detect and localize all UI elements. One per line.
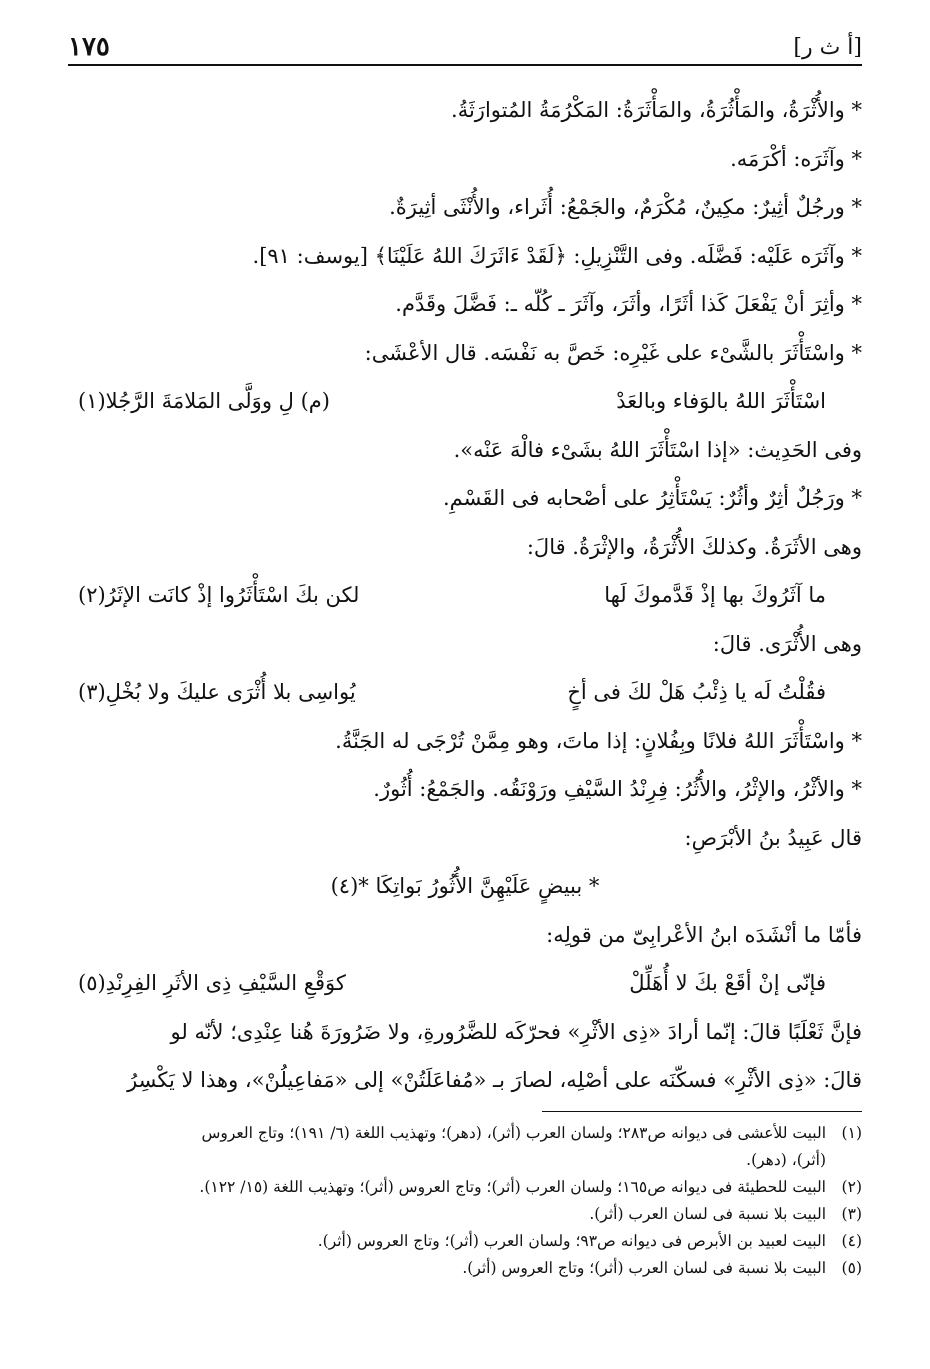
- verse-hemistich-first: فقُلْتُ لَه يا ذِئْبُ هَلْ لكَ فى أخٍ: [567, 680, 826, 704]
- footnote: [68, 1174, 862, 1201]
- verse-line: [68, 959, 862, 1008]
- verse-hemistich-first: ما آثَرُوكَ بها إذْ قَدَّموكَ لَها: [604, 583, 826, 607]
- verse-line: [68, 377, 862, 426]
- footnote-text: البيت بلا نسبة فى لسان العرب (أثر).: [589, 1205, 826, 1223]
- footnote-text: البيت لعبيد بن الأبرص فى ديوانه ص٩٣؛ ولسان العرب (أثر)؛ وتاج العروس (أثر).: [317, 1232, 826, 1250]
- footnote-text: البيت بلا نسبة فى لسان العرب (أثر)؛ وتاج العروس (أثر).: [462, 1259, 826, 1277]
- text-line: * وأثِرَ أنْ يَفْعَلَ كَذا أثَرًا، وأثَرَ، وآثَرَ ـ كُلّه ـ: فَضَّلَ وقَدَّم.: [395, 292, 862, 316]
- text-line: * ورجُلٌ أثِيرٌ: مكِينٌ، مُكْرَمٌ، والجَمْعُ: أُثَراء، والأُنْثَى أثِيرَةٌ.: [389, 195, 862, 219]
- text-line: * ورَجُلٌ أثِرٌ وأثُرٌ: يَسْتَأْثِرُ على أصْحابه فى القَسْمِ.: [442, 486, 862, 510]
- footnote: [68, 1120, 862, 1147]
- verse-hemistich-first: اسْتَأْثَرَ اللهُ بالوَفاء وبالعَدْ: [616, 389, 826, 413]
- text-line: فإنَّ ثَعْلَبًا قالَ: إنّما أرادَ «ذِى الأثْرِ» فحرّكَه للضَّرُورةِ، ولا ضَرُورَةَ هُنا عِنْدِى؛ لأنّه لو: [170, 1019, 862, 1044]
- text-line: * وآثَرَه: أكْرَمَه.: [730, 146, 862, 171]
- verse-hemistich-second: كوَقْعِ السَّيْفِ ذِى الأثَرِ الفِرِنْدِ(٥): [78, 971, 346, 995]
- text-line: وفى الحَدِيث: «إذا اسْتَأْثَرَ اللهُ بشَىْء فالْهَ عَنْه».: [453, 437, 862, 462]
- footnote-continuation: (أثر)، (دهر).: [746, 1151, 826, 1169]
- text-line: قالَ: «ذِى الأثْرِ» فسكّنَه على أصْلِه، لصارَ بـ «مُفاعَلَتُنْ» إلى «مَفاعِيلُنْ»، وهذا لا يَكْسِرُ: [127, 1068, 862, 1092]
- footnote-divider: [542, 1111, 862, 1112]
- verse-line-single: * ببيضٍ عَلَيْهِنَّ الأُثُورُ بَواتِكَا *(٤): [330, 874, 600, 898]
- verse-line: [68, 571, 862, 620]
- footnote-number: (٢): [841, 1178, 862, 1196]
- verse-hemistich-second: يُواسِى بلا أُثْرَى عليكَ ولا بُخْلِ(٣): [78, 680, 356, 704]
- text-line: * والأُثْرَةُ، والمَأْثُرَةُ، والمَأْثَرَةُ: المَكْرُمَةُ المُتوارَثَةُ.: [451, 98, 862, 122]
- text-line: وهى الأثَرَةُ. وكذلكَ الأُثْرَةُ، والإثْرَةُ. قالَ:: [526, 534, 862, 559]
- footnote-number: (٣): [841, 1205, 862, 1223]
- page-header: [68, 24, 862, 66]
- text-line: * واسْتَأْثَرَ اللهُ فلانًا وبِفُلانٍ: إذا ماتَ، وهو مِمَّنْ تُرْجَى له الجَنَّةُ.: [335, 728, 862, 753]
- verse-hemistich-first: فإنّى إنْ أقَعْ بكَ لا أُهَلِّلْ: [629, 971, 826, 995]
- footnote-text: البيت للأعشى فى ديوانه ص٢٨٣؛ ولسان العرب (أثر)، (دهر)؛ وتهذيب اللغة (٦/ ١٩١)؛ وتاج العروس: [201, 1124, 826, 1142]
- footnote: [68, 1201, 862, 1228]
- running-head: [أ ث ر]: [793, 35, 862, 60]
- text-line: وهى الأُثْرَى. قالَ:: [712, 631, 862, 656]
- footnote-number: (٤): [841, 1232, 862, 1250]
- footnote: [68, 1255, 862, 1282]
- footnotes: [68, 1120, 862, 1282]
- text-line: * وآثَرَه عَلَيْه: فَضَّلَه. وفى التَّنْزِيلِ: ﴿لَقَدْ ءَاثَرَكَ اللهُ عَلَيْنَا﴾ [يوسف: ٩١].: [252, 243, 862, 268]
- page-number: ١٧٥: [68, 32, 110, 62]
- text-line: قال عَبِيدُ بنُ الأبْرَصِ:: [684, 825, 862, 850]
- footnote-text: البيت للحطيئة فى ديوانه ص١٦٥؛ ولسان العرب (أثر)؛ وتاج العروس (أثر)؛ وتهذيب اللغة (١٥/ ١٢٢).: [199, 1178, 826, 1196]
- main-text: [68, 86, 862, 1105]
- text-line: فأمّا ما أنْشَدَه ابنُ الأعْرابِىّ من قولِه:: [546, 922, 862, 947]
- footnote-number: (٥): [841, 1259, 862, 1277]
- verse-hemistich-second: (م) لِ ووَلَّى المَلامَةَ الرَّجُلا(١): [78, 389, 330, 413]
- text-line: * والأثْرُ، والإثْرُ، والأُثُرُ: فِرِنْدُ السَّيْفِ ورَوْنَقُه. والجَمْعُ: أُثُورٌ.: [373, 777, 862, 801]
- footnote-number: (١): [841, 1124, 862, 1142]
- verse-line: [68, 668, 862, 717]
- verse-hemistich-second: لكن بكَ اسْتَأْثَرُوا إذْ كانَت الإثَرُ(٢): [78, 583, 360, 607]
- text-line: * واسْتَأْثَرَ بالشَّىْء على غَيْرِه: خَصَّ به نَفْسَه. قال الأعْشَى:: [364, 340, 862, 365]
- footnote: [68, 1228, 862, 1255]
